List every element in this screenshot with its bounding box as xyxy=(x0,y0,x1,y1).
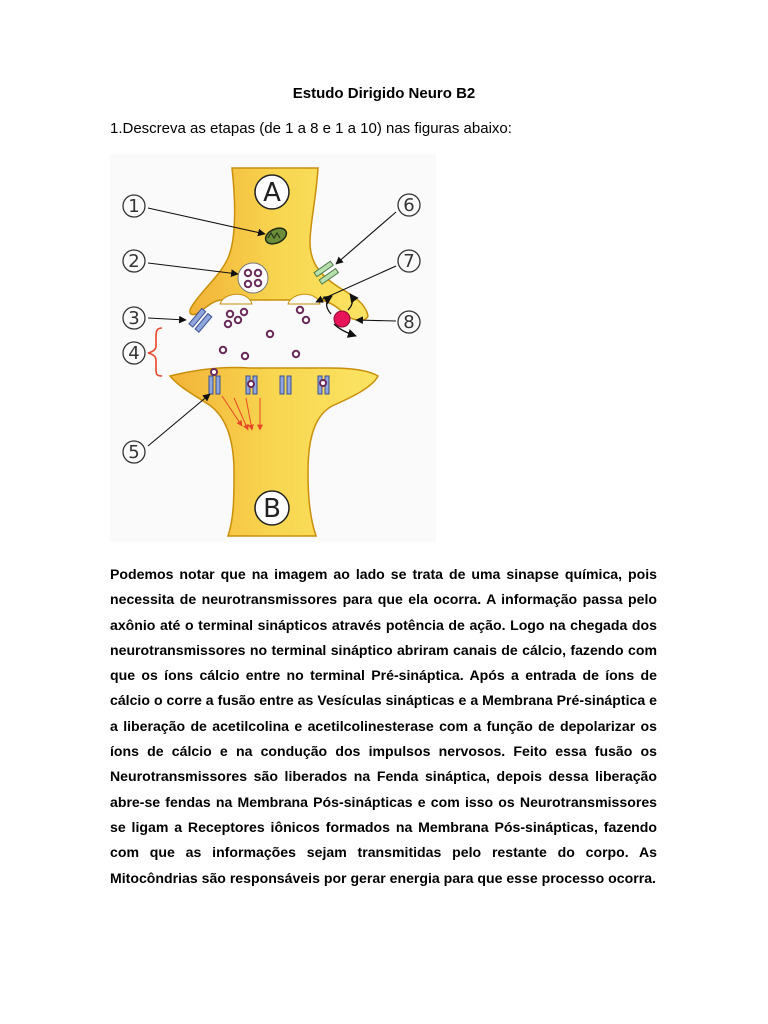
leader-arrow-6 xyxy=(336,212,396,264)
callout-4: 4 xyxy=(128,343,140,364)
neuron-a-label: A xyxy=(263,178,281,208)
leader-arrow-5 xyxy=(148,394,210,446)
synaptic-vesicle-cluster xyxy=(238,263,268,293)
leader-arrow-3 xyxy=(148,318,186,320)
callout-7: 7 xyxy=(403,251,415,272)
callout-2: 2 xyxy=(128,251,140,272)
callout-6: 6 xyxy=(403,195,415,216)
synapse-diagram xyxy=(110,154,436,542)
reuptake-pump xyxy=(334,311,350,327)
callout-5: 5 xyxy=(128,442,140,463)
synaptic-cleft-bracket xyxy=(148,328,162,376)
callout-3: 3 xyxy=(128,308,140,329)
question-text: 1.Descreva as etapas (de 1 a 8 e 1 a 10) nas figuras abaixo: xyxy=(110,120,512,137)
callout-1: 1 xyxy=(128,196,140,217)
neuron-b-label: B xyxy=(263,494,281,524)
callout-8: 8 xyxy=(403,312,415,333)
page-title: Estudo Dirigido Neuro B2 xyxy=(292,85,476,102)
answer-paragraph: Podemos notar que na imagem ao lado se trata de uma sinapse química, pois necessita de neurotransmissores para que ela ocorra. A informação passa pelo axônio até o terminal sinápticos através potência de ação. Logo na chegada dos neurotransmissores no terminal sináptico abriram canais de cálcio, fazendo com que os íons cálcio entre no terminal Pré-sináptica. Após a entrada de íons de cálcio o corre a fusão entre as Vesículas sinápticas e a Membrana Pré-sináptica e a liberação de acetilcolina e acetilcolinesterase com a função de depolarizar os íons de cálcio e na condução dos impulsos nervosos. Feito essa fusão os Neurotransmissores são liberados na Fenda sináptica, depois dessa liberação abre-se fendas na Membrana Pós-sinápticas e com isso os Neurotransmissores se ligam a Receptores iônicos formados na Membrana Pós-sinápticas, fazendo com que as informações sejam transmitidas pelo restante do corpo. As Mitocôndrias são responsáveis por gerar energia para que esse processo ocorra. xyxy=(110,566,657,886)
